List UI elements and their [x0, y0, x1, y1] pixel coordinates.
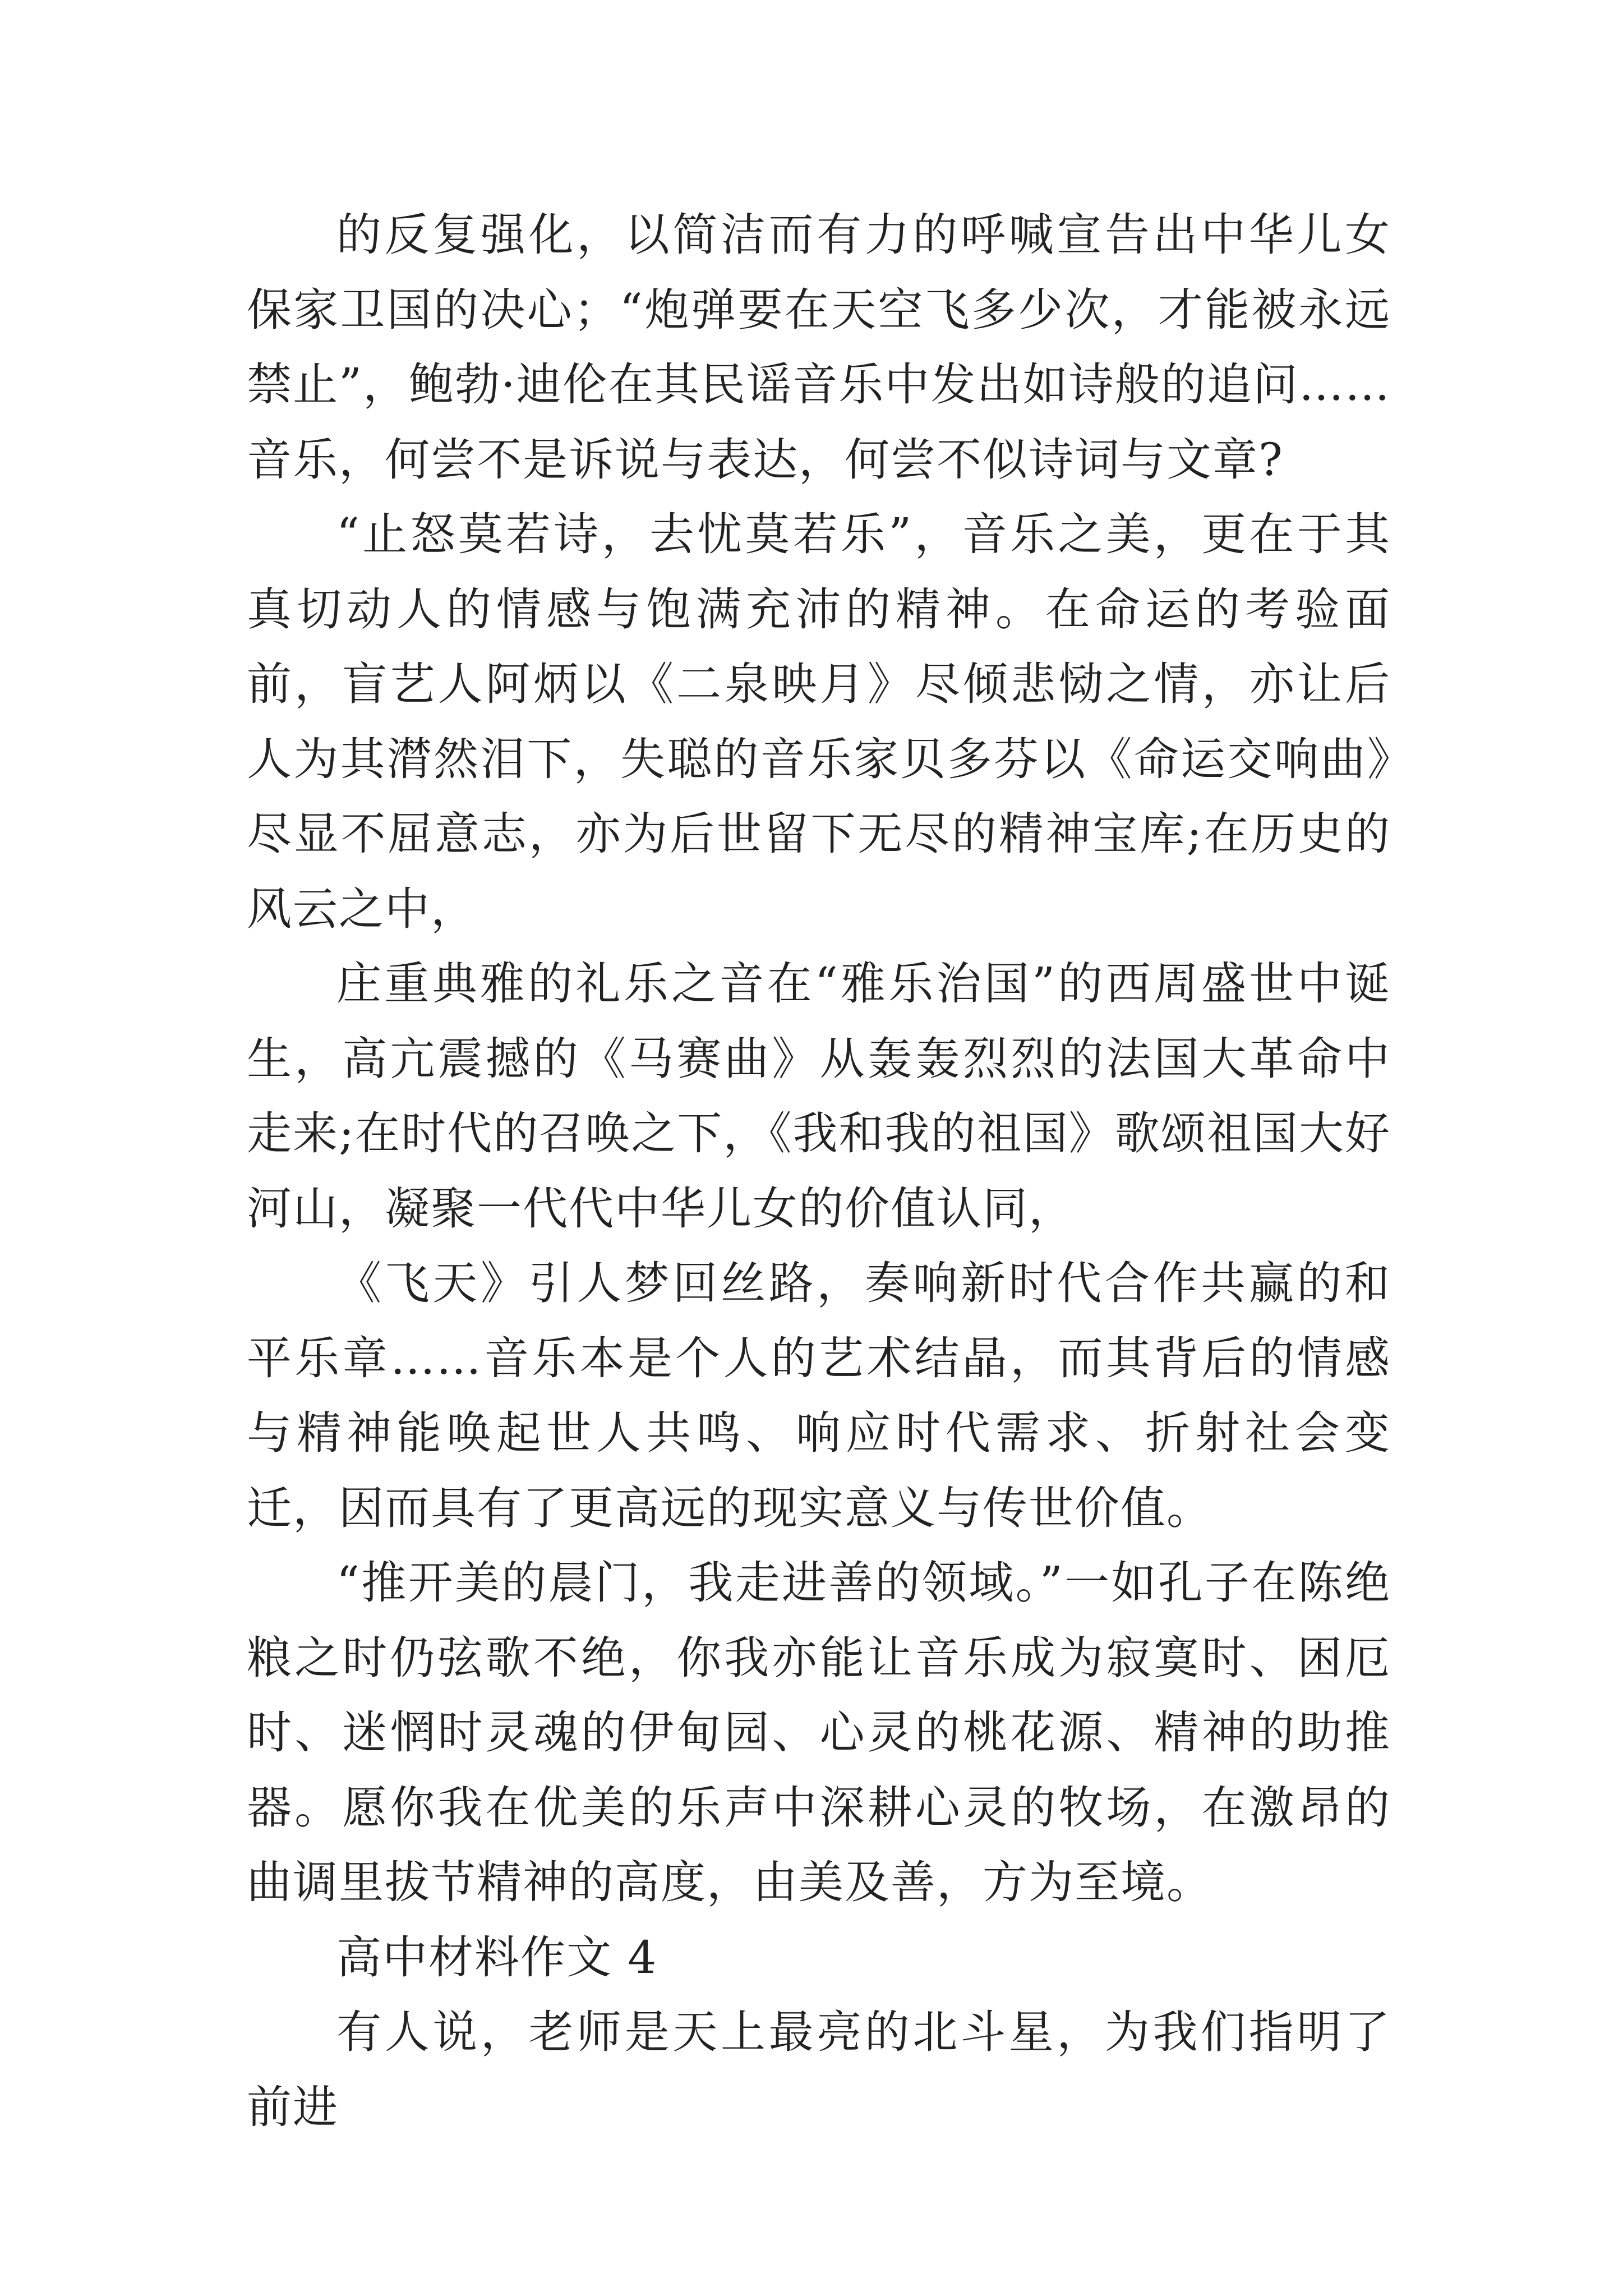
paragraph-3: 庄重典雅的礼乐之音在“雅乐治国”的西周盛世中诞生，高亢震撼的《马赛曲》从轰轰烈烈的法国大革命中走来;在时代的召唤之下，《我和我的祖国》歌颂祖国大好河山，凝聚一代代中华儿女的价值认同，	[247, 958, 1391, 1235]
paragraph-2: “止怒莫若诗，去忧莫若乐”，音乐之美，更在于其真切动人的情感与饱满充沛的精神。在命运的考验面前，盲艺人阿炳以《二泉映月》尽倾悲恸之情，亦让后人为其潸然泪下，失聪的音乐家贝多芬以《命运交响曲》尽显不屈意志，亦为后世留下无尽的精神宝库;在历史的风云之中，	[247, 508, 1391, 935]
paragraph-6: 有人说，老师是天上最亮的北斗星，为我们指明了前进	[247, 2006, 1391, 2133]
section-heading: 高中材料作文 4	[336, 1931, 658, 1984]
paragraph-4: 《飞天》引人梦回丝路，奏响新时代合作共赢的和平乐章……音乐本是个人的艺术结晶，而其背后的情感与精神能唤起世人共鸣、响应时代需求、折射社会变迁，因而具有了更高远的现实意义与传世价值。	[247, 1257, 1391, 1534]
body-text	[247, 197, 1391, 2145]
paragraph-1: 的反复强化，以简洁而有力的呼喊宣告出中华儿女保家卫国的决心；“炮弹要在天空飞多少次，才能被永远禁止”，鲍勃·迪伦在其民谣音乐中发出如诗般的追问……音乐，何尝不是诉说与表达，何尝不似诗词与文章?	[247, 209, 1391, 486]
paragraph-5: “推开美的晨门，我走进善的领域。”一如孔子在陈绝粮之时仍弦歌不绝，你我亦能让音乐成为寂寞时、困厄时、迷惘时灵魂的伊甸园、心灵的桃花源、精神的助推器。愿你我在优美的乐声中深耕心灵的牧场，在激昂的曲调里拔节精神的高度，由美及善，方为至境。	[247, 1557, 1391, 1908]
